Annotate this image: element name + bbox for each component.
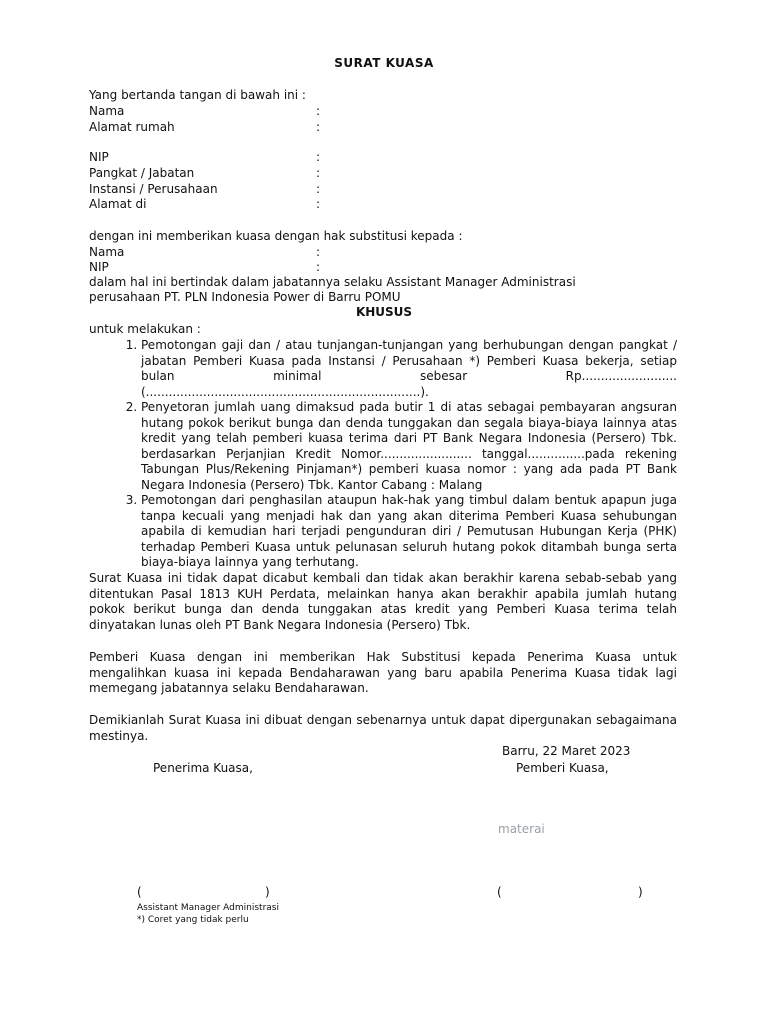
task-list	[89, 338, 677, 571]
field-colon: :	[316, 197, 321, 211]
list-item: 3. Pemotongan dari penghasilan ataupun hak-hak yang timbul dalam bentuk apapun juga tanpa kecuali yang menjadi hak dan yang akan diterima Pemberi Kuasa sehubungan apabila di kemudian hari terjadi pengunduran diri / Pemutusan Hubungan Kerja (PHK) terhadap Pemberi Kuasa untuk pelunasan seluruh hutang pokok ditambah bunga serta biaya-biaya lainnya yang terhutang.	[141, 493, 677, 571]
grantor-nip-field	[89, 150, 329, 166]
list-item: 1. Pemotongan gaji dan / atau tunjangan-tunjangan yang berhubungan dengan pangkat / jabatan Pemberi Kuasa pada Instansi / Perusahaan *) Pemberi Kuasa bekerja, setiap bulan minimal sebesar Rp......................... (........................................................................).	[141, 338, 677, 400]
grantor-rank-field	[89, 166, 329, 182]
field-colon: :	[316, 150, 321, 164]
recipient-signature-close: )	[265, 885, 270, 899]
grant-statement: dengan ini memberikan kuasa dengan hak substitusi kepada :	[89, 229, 463, 243]
recipient-signature-open: (	[137, 885, 142, 899]
field-label: Alamat rumah	[89, 120, 175, 134]
grantee-name-field	[89, 245, 329, 261]
document-title: SURAT KUASA	[334, 56, 434, 70]
grantor-label: Pemberi Kuasa,	[516, 761, 609, 775]
position-line-2: perusahaan PT. PLN Indonesia Power di Barru POMU	[89, 290, 401, 304]
field-label: NIP	[89, 260, 109, 274]
grantor-name-field	[89, 104, 329, 120]
grantor-address-field	[89, 120, 329, 136]
recipient-label: Penerima Kuasa,	[153, 761, 253, 775]
intro-text: Yang bertanda tangan di bawah ini :	[89, 88, 306, 102]
tasks-intro: untuk melakukan :	[89, 322, 201, 336]
field-colon: :	[316, 182, 321, 196]
field-label: Alamat di	[89, 197, 147, 211]
recipient-title: Assistant Manager Administrasi	[137, 903, 279, 913]
stamp-placeholder: materai	[498, 822, 545, 836]
place-date: Barru, 22 Maret 2023	[502, 744, 631, 758]
field-colon: :	[316, 104, 321, 118]
field-colon: :	[316, 260, 321, 274]
field-colon: :	[316, 166, 321, 180]
field-label: NIP	[89, 150, 109, 164]
field-label: Instansi / Perusahaan	[89, 182, 218, 196]
grantor-institution-field	[89, 182, 329, 198]
khusus-heading: KHUSUS	[355, 305, 413, 319]
paragraph-irrevocable: Surat Kuasa ini tidak dapat dicabut kembali dan tidak akan berakhir karena sebab-sebab yang ditentukan Pasal 1813 KUH Perdata, melainkan hanya akan berakhir apabila jumlah hutang pokok berikut bunga dan denda tunggakan atas kredit yang Pemberi Kuasa terima telah dinyatakan lunas oleh PT Bank Negara Indonesia (Persero) Tbk.	[89, 571, 677, 632]
paragraph-substitution: Pemberi Kuasa dengan ini memberikan Hak Substitusi kepada Penerima Kuasa untuk mengalihkan kuasa ini kepada Bendaharawan yang baru apabila Penerima Kuasa tidak lagi memegang jabatannya selaku Bendaharawan.	[89, 650, 677, 695]
field-colon: :	[316, 245, 321, 259]
field-colon: :	[316, 120, 321, 134]
grantor-signature-open: (	[497, 885, 502, 899]
grantor-location-field	[89, 197, 329, 213]
paragraph-closing: Demikianlah Surat Kuasa ini dibuat dengan sebenarnya untuk dapat dipergunakan sebagaimana mestinya.	[89, 713, 677, 743]
grantee-nip-field	[89, 260, 329, 276]
grantor-signature-close: )	[638, 885, 643, 899]
field-label: Pangkat / Jabatan	[89, 166, 195, 180]
list-item: 2. Penyetoran jumlah uang dimaksud pada butir 1 di atas sebagai pembayaran angsuran hutang pokok berikut bunga dan denda tunggakan dan segala biaya-biaya lainnya atas kredit yang telah pemberi kuasa terima dari PT Bank Negara Indonesia (Persero) Tbk. berdasarkan Perjanjian Kredit Nomor........................ tanggal...............pada rekening Tabungan Plus/Rekening Pinjaman*) pemberi kuasa nomor : yang ada pada PT Bank Negara Indonesia (Persero) Tbk. Kantor Cabang : Malang	[141, 400, 677, 493]
field-label: Nama	[89, 104, 125, 118]
position-line-1: dalam hal ini bertindak dalam jabatannya selaku Assistant Manager Administrasi	[89, 275, 576, 289]
field-label: Nama	[89, 245, 125, 259]
footnote: *) Coret yang tidak perlu	[137, 915, 249, 925]
